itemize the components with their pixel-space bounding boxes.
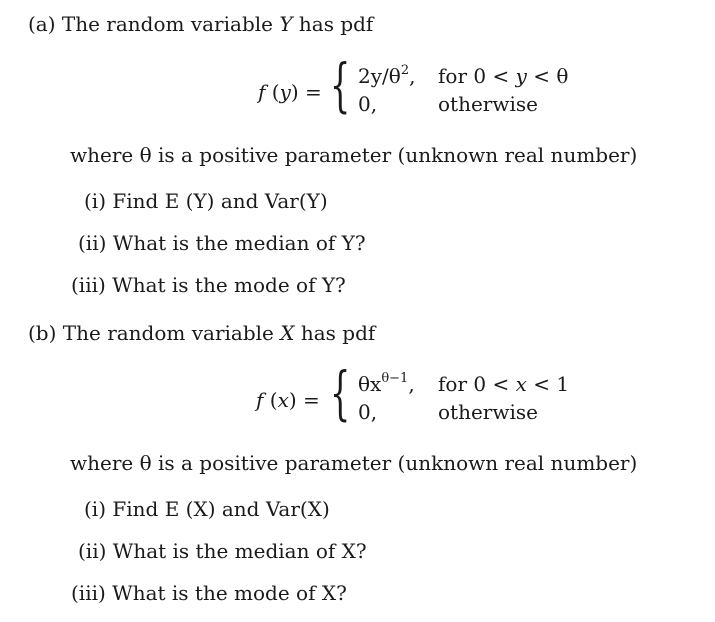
case-1-condition: for 0 < y < θ [438,64,569,88]
part-b-q1: (i) Find E (X) and Var(X) [84,497,330,521]
case-1-condition: for 0 < x < 1 [438,372,570,396]
part-a-heading-post: has pdf [292,12,374,36]
left-brace: { [330,359,351,427]
part-a-heading-var: Y [279,12,293,36]
lhs-f: f [258,80,266,104]
case-2-condition: otherwise [438,92,538,116]
left-brace: { [330,51,351,119]
part-a-label: (a) [28,12,56,36]
part-b-heading-var: X [280,321,295,345]
lhs-f: f [256,388,264,412]
case-1-expr: $2y/\theta^2$, [358,63,416,88]
part-a-q2: (ii) What is the median of Y? [78,231,366,255]
lhs-open: ( [263,388,278,412]
part-b-heading-post: has pdf [294,321,376,345]
lhs-open: ( [265,80,280,104]
part-b-heading [28,323,375,343]
part-a-lhs [258,82,322,102]
part-b-lhs [256,390,320,410]
case-2-expr: 0, [358,400,378,424]
lhs-close: ) = [290,80,322,104]
case-2-expr: 0, [358,92,378,116]
part-b-q2: (ii) What is the median of X? [78,539,367,563]
lhs-var: y [279,80,291,104]
part-b-q3: (iii) What is the mode of X? [71,581,347,605]
part-b-label: (b) [28,321,57,345]
lhs-var: x [277,388,289,412]
case-1-expr: $\theta x^{\theta-1}$, [358,371,415,396]
part-a-heading [28,14,373,34]
part-b-heading-pre: The random variable [62,321,281,345]
lhs-close: ) = [288,388,320,412]
part-a-heading-pre: The random variable [61,12,280,36]
part-b-where: where θ is a positive parameter (unknown real number) [70,451,638,475]
part-a-q3: (iii) What is the mode of Y? [71,273,346,297]
part-a-q1: (i) Find E (Y) and Var(Y) [84,189,328,213]
case-2-condition: otherwise [438,400,538,424]
part-a-where: where θ is a positive parameter (unknown real number) [70,143,638,167]
